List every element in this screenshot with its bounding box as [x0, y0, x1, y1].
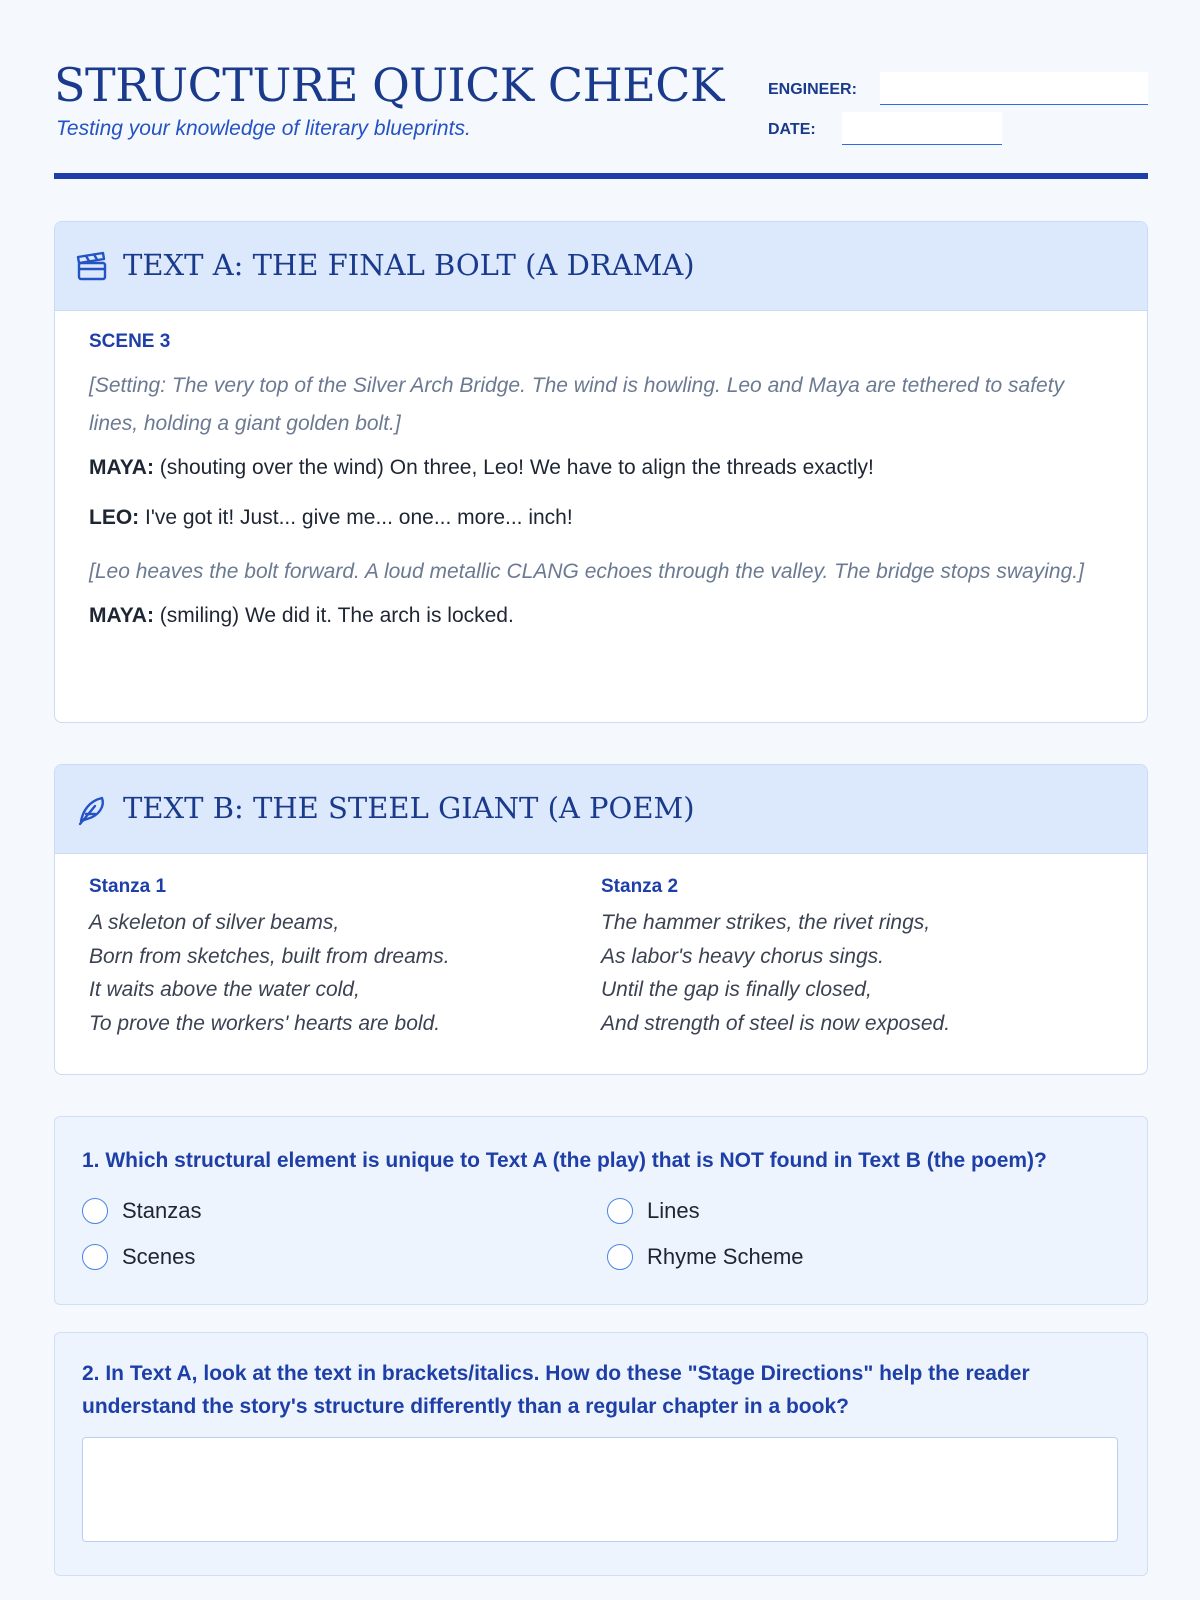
speaker-name: MAYA: — [89, 456, 154, 479]
engineer-label: ENGINEER: — [768, 81, 857, 98]
stanza-1 — [89, 876, 601, 1040]
dialogue-line — [89, 503, 1113, 533]
option-label: Scenes — [122, 1244, 196, 1269]
scene-label: SCENE 3 — [89, 331, 171, 352]
radio-button[interactable] — [82, 1198, 108, 1224]
stanza-2 — [601, 876, 1113, 1040]
question-1-options — [82, 1195, 1120, 1273]
question-2 — [54, 1332, 1148, 1576]
option-stanzas[interactable] — [82, 1195, 607, 1227]
poem-line: Born from sketches, built from dreams. — [89, 944, 450, 968]
speaker-name: LEO: — [89, 506, 140, 529]
poem-line: Until the gap is finally closed, — [601, 978, 872, 1001]
question-1-text: 1. Which structural element is unique to Text A (the play) that is NOT found in Text B (the poem)? — [82, 1149, 1047, 1172]
text-a-header — [55, 222, 1147, 311]
dialogue-text: I've got it! Just... give me... one... more... inch! — [139, 506, 573, 529]
question-2-text: 2. In Text A, look at the text in brackets/italics. How do these "Stage Directions" help the reader understand the story's structure differently than a regular chapter in a book? — [82, 1362, 1030, 1418]
poem-line: And strength of steel is now exposed. — [601, 1011, 951, 1035]
stanza-label: Stanza 1 — [89, 876, 167, 897]
text-b-card — [54, 764, 1148, 1075]
dialogue-line — [89, 601, 1113, 631]
date-label: DATE: — [768, 121, 816, 138]
option-label: Stanzas — [122, 1198, 202, 1223]
engineer-field[interactable] — [880, 72, 1148, 105]
answer-field[interactable] — [82, 1437, 1118, 1542]
poem-line: The hammer strikes, the rivet rings, — [601, 911, 931, 934]
poem-line: As labor's heavy chorus sings. — [601, 944, 884, 968]
stanzas — [89, 876, 1113, 1040]
option-label: Lines — [647, 1198, 700, 1223]
radio-button[interactable] — [607, 1198, 633, 1224]
poem-line: A skeleton of silver beams, — [89, 911, 340, 934]
poem-line: It waits above the water cold, — [89, 978, 360, 1001]
speaker-name: MAYA: — [89, 604, 154, 627]
stanza-label: Stanza 2 — [601, 876, 679, 897]
radio-button[interactable] — [607, 1244, 633, 1270]
text-b-body — [55, 854, 1147, 1040]
header-divider — [54, 173, 1148, 179]
feather-icon — [75, 793, 109, 827]
option-label: Rhyme Scheme — [647, 1244, 804, 1269]
text-b-title: TEXT B: THE STEEL GIANT (A POEM) — [123, 791, 695, 825]
stage-direction: [Leo heaves the bolt forward. A loud metallic CLANG echoes through the valley. The bridge stops swaying.] — [89, 560, 1084, 583]
text-a-card — [54, 221, 1148, 723]
worksheet-page — [54, 0, 1148, 1418]
dialogue-text: (smiling) We did it. The arch is locked. — [153, 604, 514, 627]
text-b-header — [55, 765, 1147, 854]
text-a-title: TEXT A: THE FINAL BOLT (A DRAMA) — [123, 248, 695, 282]
dialogue-line — [89, 453, 1113, 483]
option-scenes[interactable] — [82, 1241, 607, 1273]
page-title: STRUCTURE QUICK CHECK — [54, 58, 724, 112]
date-field[interactable] — [842, 112, 1002, 145]
option-rhyme-scheme[interactable] — [607, 1241, 1132, 1273]
clapperboard-icon — [75, 250, 109, 284]
option-lines[interactable] — [607, 1195, 1132, 1227]
radio-button[interactable] — [82, 1244, 108, 1270]
text-a-body — [55, 311, 1147, 631]
page-subtitle: Testing your knowledge of literary blueprints. — [56, 117, 471, 140]
stage-direction-setting: [Setting: The very top of the Silver Arch Bridge. The wind is howling. Leo and Maya are tethered to safety lines, holding a giant golden bolt.] — [89, 374, 1065, 435]
question-1 — [54, 1116, 1148, 1305]
poem-line: To prove the workers' hearts are bold. — [89, 1011, 441, 1035]
dialogue-text: (shouting over the wind) On three, Leo! We have to align the threads exactly! — [153, 456, 874, 479]
worksheet-header — [54, 0, 1148, 182]
